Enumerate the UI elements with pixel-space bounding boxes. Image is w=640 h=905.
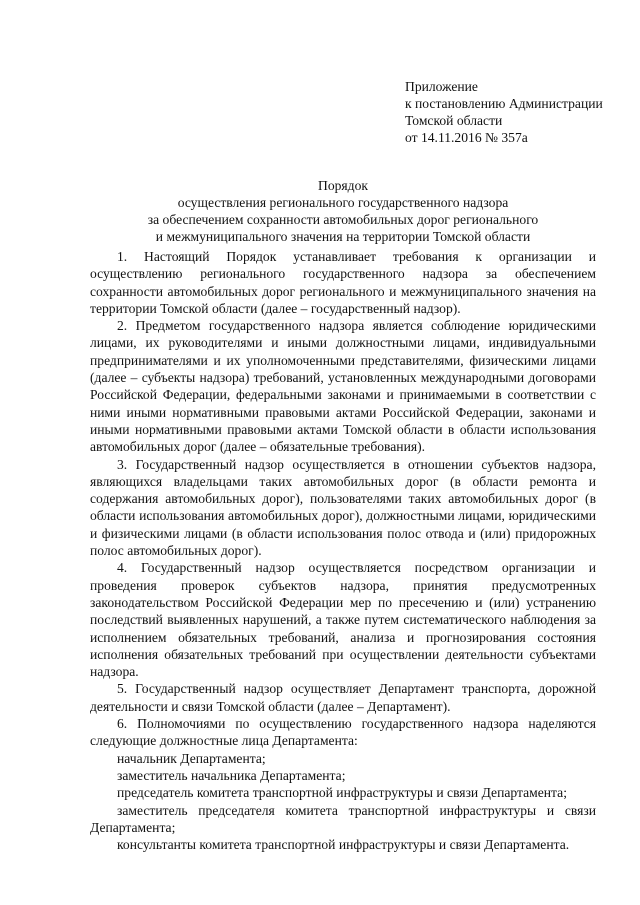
document-body — [90, 248, 596, 853]
title-line: за обеспечением сохранности автомобильных дорог регионального — [147, 212, 539, 227]
appendix-line: к постановлению Администрации — [405, 96, 603, 111]
document-title — [90, 177, 596, 245]
title-line: Порядок — [318, 178, 368, 193]
paragraph-1: 1. Настоящий Порядок устанавливает требования к организации и осуществлению регионального государственного надзора за обеспечением сохранности автомобильных дорог регионального и межмуниципального значения на территории Томской области (далее – государственный надзор). — [90, 249, 596, 316]
paragraph-5: 5. Государственный надзор осуществляет Департамент транспорта, дорожной деятельности и связи Томской области (далее – Департамент). — [90, 681, 596, 714]
official-item: председатель комитета транспортной инфраструктуры и связи Департамента; — [117, 785, 567, 801]
appendix-line: от 14.11.2016 № 357а — [405, 130, 528, 145]
official-item: консультанты комитета транспортной инфраструктуры и связи Департамента. — [117, 837, 570, 853]
paragraph-3: 3. Государственный надзор осуществляется в отношении субъектов надзора, являющихся владельцами таких автомобильных дорог (в области ремонта и содержания автомобильных дорог), пользователями таких автомобильных дорог (в области использования автомобильных дорог), должностными лицами, юридическими и физическими лицами (в области использования полос отвода и (или) придорожных полос автомобильных дорог). — [90, 456, 596, 559]
appendix-header — [405, 78, 603, 146]
official-item: начальник Департамента; — [117, 750, 266, 766]
official-item: заместитель начальника Департамента; — [117, 767, 346, 783]
official-item: заместитель председателя комитета транспортной инфраструктуры и связи Департамента; — [90, 802, 596, 835]
appendix-line: Томской области — [405, 113, 503, 128]
title-line: и межмуниципального значения на территории Томской области — [155, 229, 531, 244]
title-line: осуществления регионального государственного надзора — [177, 195, 509, 210]
paragraph-2: 2. Предметом государственного надзора является соблюдение юридическими лицами, их руководителями и иными должностными лицами, индивидуальными предпринимателями и их уполномоченными представителями, физическими лицами (далее – субъекты надзора) требований, установленных международными договорами Российской Федерации, федеральными законами и принимаемыми в соответствии с ними иными нормативными правовыми актами Российской Федерации, законами и иными нормативными правовыми актами Томской области в области использования автомобильных дорог (далее – обязательные требования). — [90, 318, 596, 455]
appendix-line: Приложение — [405, 79, 478, 94]
paragraph-4: 4. Государственный надзор осуществляется посредством организации и проведения проверок субъектов надзора, принятия предусмотренных законодательством Российской Федерации мер по пресечению и (или) устранению последствий выявленных нарушений, а также путем систематического наблюдения за исполнением обязательных требований, анализа и прогнозирования состояния исполнения обязательных требований при осуществлении деятельности субъектами надзора. — [90, 560, 596, 680]
paragraph-6: 6. Полномочиями по осуществлению государственного надзора наделяются следующие должностные лица Департамента: — [90, 716, 596, 749]
